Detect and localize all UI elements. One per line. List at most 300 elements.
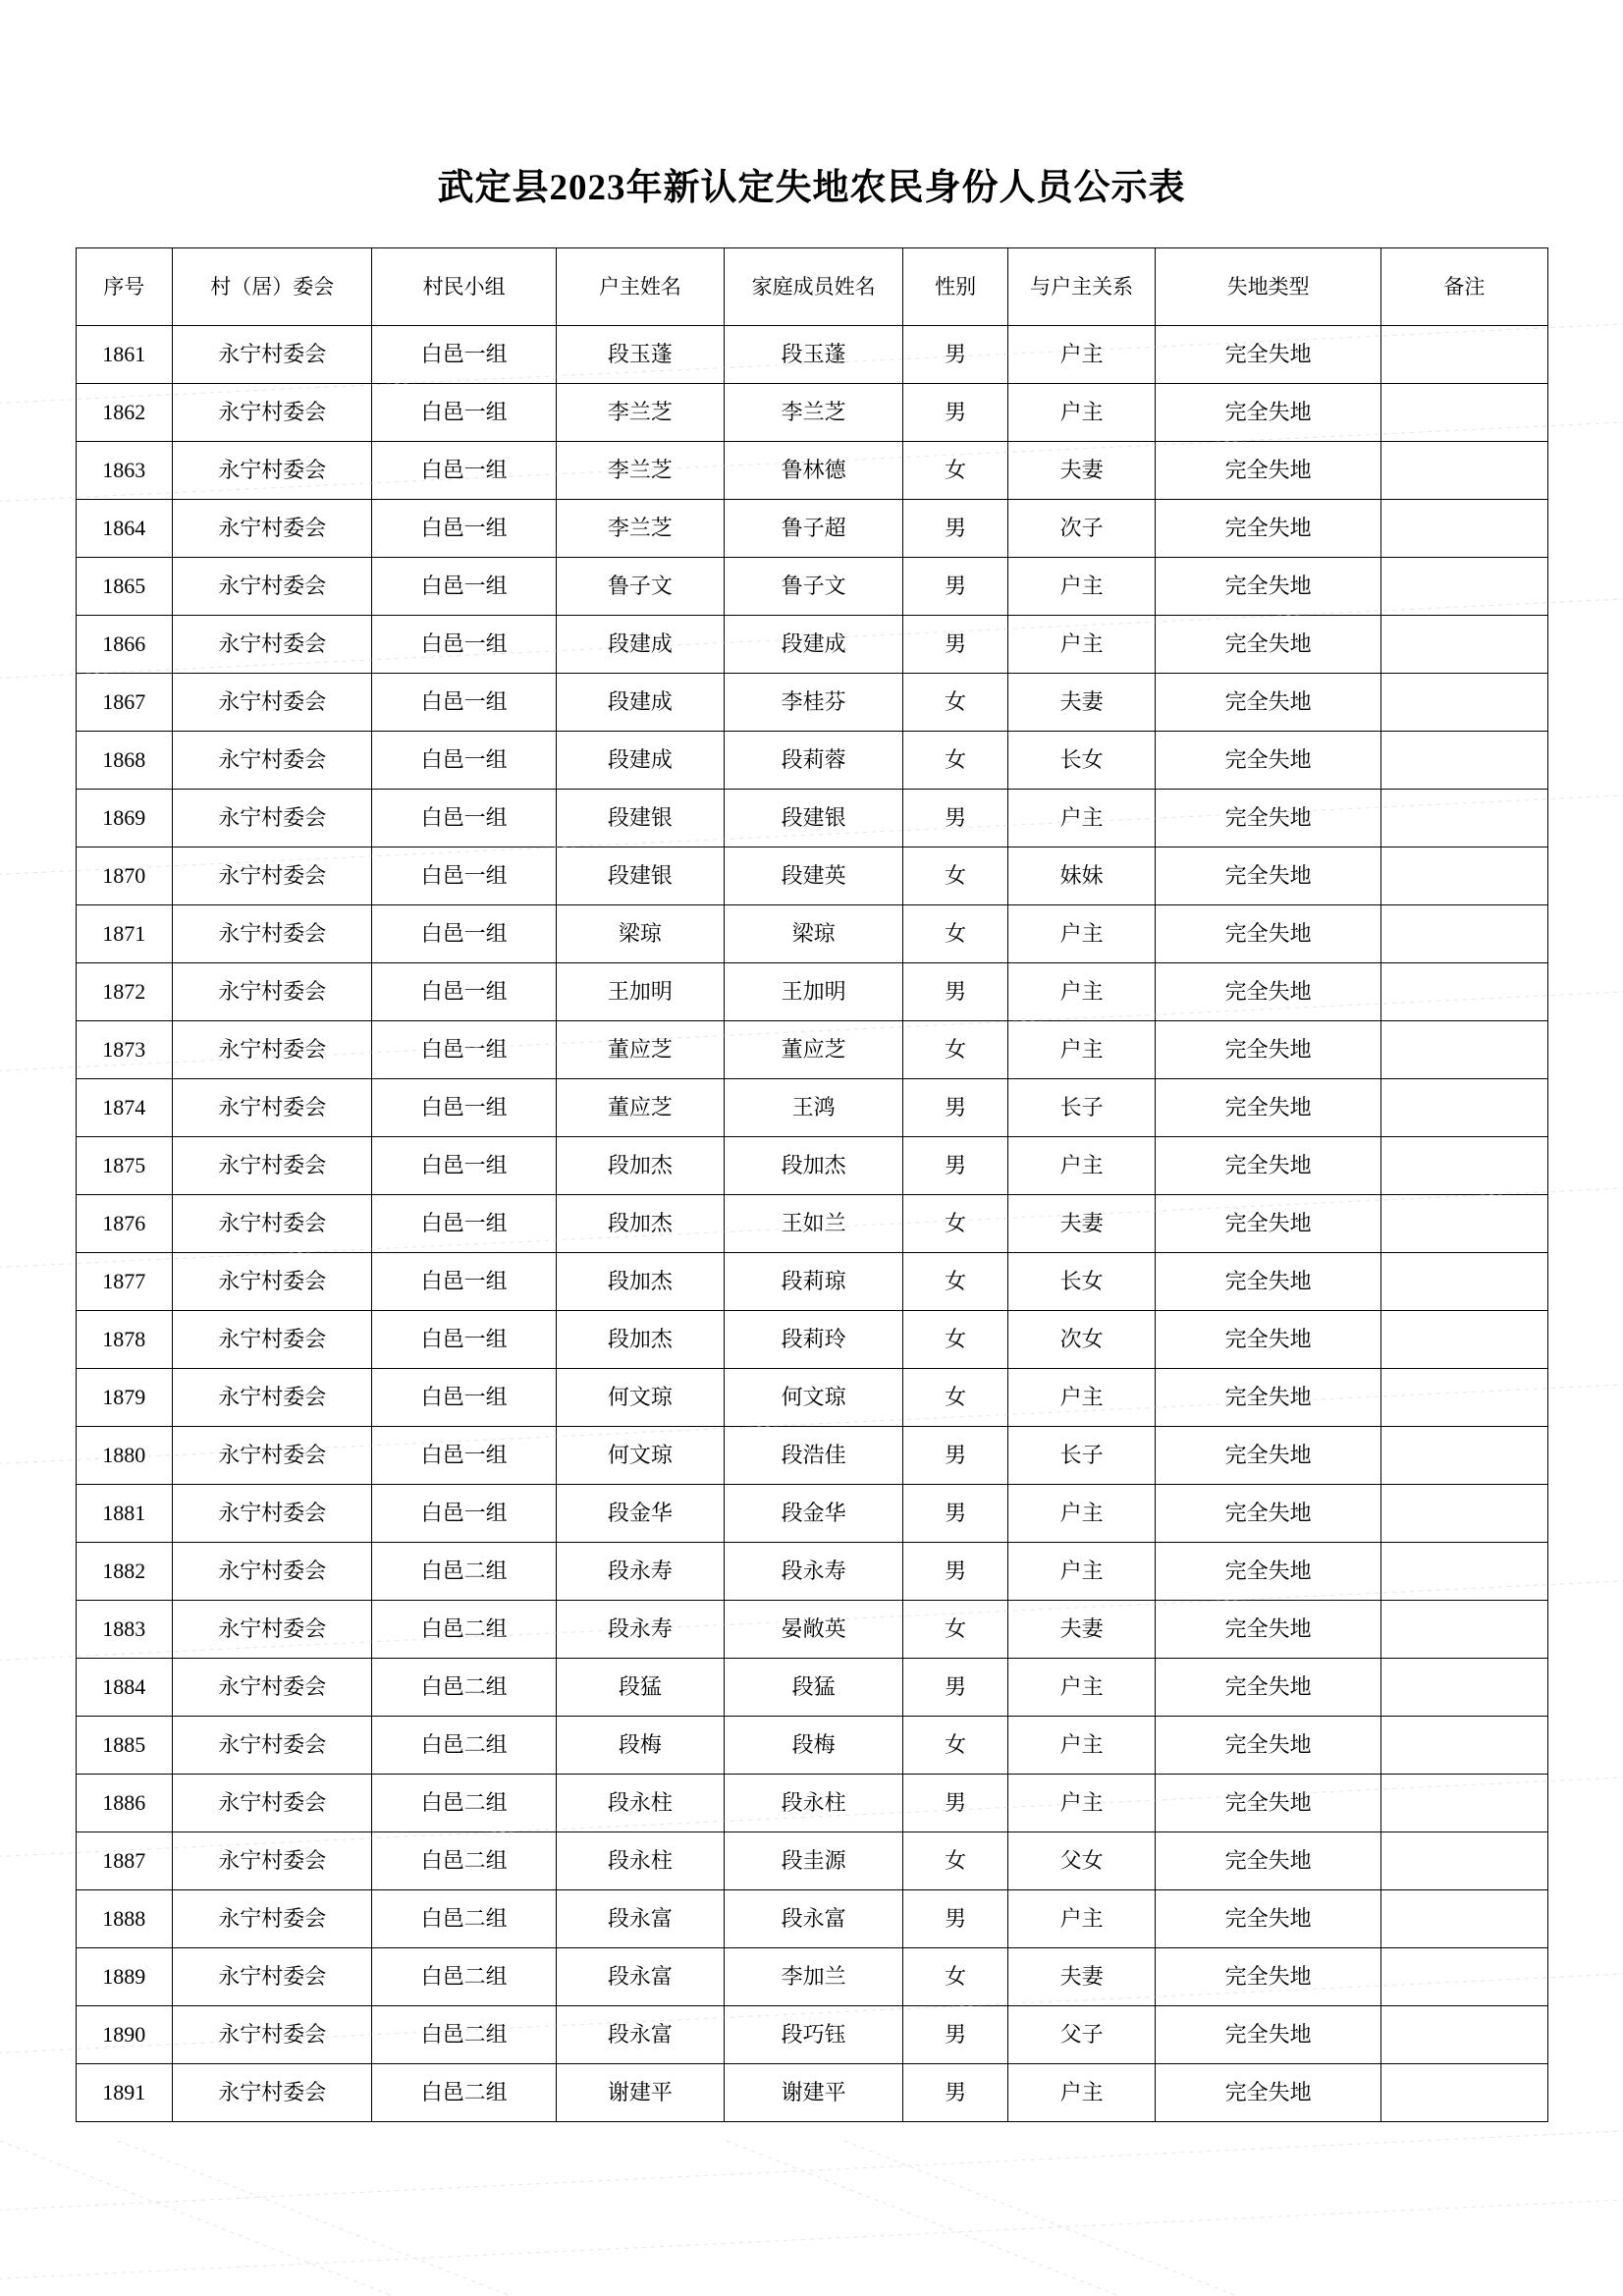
cell-sequence: 1886 <box>76 1775 173 1832</box>
cell-relation-to-householder: 户主 <box>1008 1775 1156 1832</box>
cell-remark <box>1381 1079 1547 1137</box>
cell-land-loss-type: 完全失地 <box>1156 1195 1381 1253</box>
cell-gender: 女 <box>903 732 1008 790</box>
cell-sequence: 1874 <box>76 1079 173 1137</box>
cell-householder-name: 谢建平 <box>556 2064 724 2122</box>
cell-gender: 女 <box>903 1311 1008 1369</box>
cell-family-member-name: 鲁林德 <box>725 442 903 500</box>
cell-land-loss-type: 完全失地 <box>1156 1369 1381 1427</box>
table-row <box>76 1137 1547 1195</box>
cell-householder-name: 段建银 <box>556 790 724 847</box>
table-row <box>76 326 1547 384</box>
cell-family-member-name: 王如兰 <box>725 1195 903 1253</box>
cell-family-member-name: 段圭源 <box>725 1832 903 1890</box>
column-header-householder-name: 户主姓名 <box>556 248 724 326</box>
cell-sequence: 1869 <box>76 790 173 847</box>
cell-householder-name: 李兰芝 <box>556 500 724 558</box>
table-row <box>76 1948 1547 2006</box>
cell-sequence: 1864 <box>76 500 173 558</box>
cell-relation-to-householder: 户主 <box>1008 2064 1156 2122</box>
table-row <box>76 1253 1547 1311</box>
cell-gender: 男 <box>903 384 1008 442</box>
cell-sequence: 1873 <box>76 1021 173 1079</box>
cell-family-member-name: 何文琼 <box>725 1369 903 1427</box>
cell-village-committee: 永宁村委会 <box>173 1253 372 1311</box>
page-title: 武定县2023年新认定失地农民身份人员公示表 <box>437 168 1186 208</box>
cell-relation-to-householder: 夫妻 <box>1008 1601 1156 1659</box>
cell-family-member-name: 段浩佳 <box>725 1427 903 1485</box>
cell-villager-group: 白邑一组 <box>372 1253 556 1311</box>
cell-land-loss-type: 完全失地 <box>1156 326 1381 384</box>
cell-family-member-name: 段猛 <box>725 1659 903 1717</box>
column-header-sequence: 序号 <box>76 248 173 326</box>
cell-village-committee: 永宁村委会 <box>173 847 372 905</box>
table-row <box>76 674 1547 732</box>
cell-remark <box>1381 500 1547 558</box>
cell-remark <box>1381 2006 1547 2064</box>
cell-gender: 男 <box>903 1485 1008 1543</box>
cell-gender: 男 <box>903 1775 1008 1832</box>
cell-gender: 男 <box>903 2006 1008 2064</box>
cell-householder-name: 李兰芝 <box>556 384 724 442</box>
cell-householder-name: 何文琼 <box>556 1427 724 1485</box>
cell-remark <box>1381 1659 1547 1717</box>
cell-family-member-name: 鲁子超 <box>725 500 903 558</box>
cell-relation-to-householder: 长子 <box>1008 1079 1156 1137</box>
cell-land-loss-type: 完全失地 <box>1156 2006 1381 2064</box>
cell-relation-to-householder: 户主 <box>1008 1021 1156 1079</box>
cell-villager-group: 白邑二组 <box>372 1890 556 1948</box>
cell-villager-group: 白邑二组 <box>372 1832 556 1890</box>
table-row <box>76 1717 1547 1775</box>
table-row <box>76 500 1547 558</box>
cell-gender: 男 <box>903 1427 1008 1485</box>
cell-sequence: 1861 <box>76 326 173 384</box>
cell-family-member-name: 李加兰 <box>725 1948 903 2006</box>
table-row <box>76 1311 1547 1369</box>
cell-householder-name: 段永富 <box>556 1890 724 1948</box>
table-row <box>76 616 1547 674</box>
table-row <box>76 905 1547 963</box>
cell-family-member-name: 梁琼 <box>725 905 903 963</box>
cell-villager-group: 白邑二组 <box>372 1601 556 1659</box>
cell-land-loss-type: 完全失地 <box>1156 1021 1381 1079</box>
cell-village-committee: 永宁村委会 <box>173 1659 372 1717</box>
cell-gender: 女 <box>903 1369 1008 1427</box>
cell-relation-to-householder: 户主 <box>1008 384 1156 442</box>
cell-village-committee: 永宁村委会 <box>173 1601 372 1659</box>
cell-remark <box>1381 1195 1547 1253</box>
cell-village-committee: 永宁村委会 <box>173 442 372 500</box>
cell-relation-to-householder: 夫妻 <box>1008 1195 1156 1253</box>
cell-gender: 女 <box>903 1832 1008 1890</box>
cell-remark <box>1381 558 1547 616</box>
cell-villager-group: 白邑一组 <box>372 963 556 1021</box>
cell-remark <box>1381 1427 1547 1485</box>
cell-village-committee: 永宁村委会 <box>173 384 372 442</box>
cell-family-member-name: 段永富 <box>725 1890 903 1948</box>
cell-remark <box>1381 1021 1547 1079</box>
cell-sequence: 1862 <box>76 384 173 442</box>
cell-villager-group: 白邑一组 <box>372 616 556 674</box>
cell-gender: 男 <box>903 1137 1008 1195</box>
cell-remark <box>1381 1775 1547 1832</box>
cell-land-loss-type: 完全失地 <box>1156 1427 1381 1485</box>
cell-family-member-name: 王鸿 <box>725 1079 903 1137</box>
cell-sequence: 1890 <box>76 2006 173 2064</box>
cell-villager-group: 白邑一组 <box>372 558 556 616</box>
cell-sequence: 1876 <box>76 1195 173 1253</box>
table-header-row <box>76 248 1547 326</box>
cell-remark <box>1381 732 1547 790</box>
cell-relation-to-householder: 次子 <box>1008 500 1156 558</box>
cell-village-committee: 永宁村委会 <box>173 963 372 1021</box>
cell-remark <box>1381 442 1547 500</box>
cell-remark <box>1381 384 1547 442</box>
cell-family-member-name: 段金华 <box>725 1485 903 1543</box>
cell-villager-group: 白邑一组 <box>372 847 556 905</box>
cell-gender: 女 <box>903 1021 1008 1079</box>
cell-householder-name: 段建银 <box>556 847 724 905</box>
cell-villager-group: 白邑二组 <box>372 1717 556 1775</box>
table-row <box>76 1890 1547 1948</box>
cell-land-loss-type: 完全失地 <box>1156 2064 1381 2122</box>
cell-householder-name: 段金华 <box>556 1485 724 1543</box>
column-header-land-loss-type: 失地类型 <box>1156 248 1381 326</box>
cell-relation-to-householder: 父女 <box>1008 1832 1156 1890</box>
cell-sequence: 1881 <box>76 1485 173 1543</box>
cell-family-member-name: 段加杰 <box>725 1137 903 1195</box>
cell-village-committee: 永宁村委会 <box>173 1311 372 1369</box>
cell-sequence: 1878 <box>76 1311 173 1369</box>
cell-relation-to-householder: 户主 <box>1008 1369 1156 1427</box>
cell-sequence: 1882 <box>76 1543 173 1601</box>
cell-householder-name: 何文琼 <box>556 1369 724 1427</box>
cell-gender: 女 <box>903 1601 1008 1659</box>
cell-village-committee: 永宁村委会 <box>173 1485 372 1543</box>
cell-sequence: 1889 <box>76 1948 173 2006</box>
cell-land-loss-type: 完全失地 <box>1156 1137 1381 1195</box>
cell-sequence: 1885 <box>76 1717 173 1775</box>
cell-land-loss-type: 完全失地 <box>1156 442 1381 500</box>
cell-relation-to-householder: 夫妻 <box>1008 1948 1156 2006</box>
cell-remark <box>1381 1717 1547 1775</box>
cell-sequence: 1867 <box>76 674 173 732</box>
cell-family-member-name: 谢建平 <box>725 2064 903 2122</box>
cell-land-loss-type: 完全失地 <box>1156 1659 1381 1717</box>
cell-householder-name: 鲁子文 <box>556 558 724 616</box>
cell-villager-group: 白邑一组 <box>372 790 556 847</box>
table-row <box>76 1369 1547 1427</box>
cell-sequence: 1863 <box>76 442 173 500</box>
cell-gender: 男 <box>903 2064 1008 2122</box>
cell-land-loss-type: 完全失地 <box>1156 1717 1381 1775</box>
cell-family-member-name: 鲁子文 <box>725 558 903 616</box>
cell-village-committee: 永宁村委会 <box>173 2064 372 2122</box>
cell-relation-to-householder: 户主 <box>1008 616 1156 674</box>
cell-villager-group: 白邑一组 <box>372 500 556 558</box>
cell-remark <box>1381 1253 1547 1311</box>
table-row <box>76 1659 1547 1717</box>
cell-gender: 女 <box>903 847 1008 905</box>
cell-family-member-name: 段建银 <box>725 790 903 847</box>
cell-land-loss-type: 完全失地 <box>1156 1601 1381 1659</box>
cell-village-committee: 永宁村委会 <box>173 326 372 384</box>
cell-householder-name: 段永富 <box>556 1948 724 2006</box>
cell-remark <box>1381 847 1547 905</box>
cell-village-committee: 永宁村委会 <box>173 1427 372 1485</box>
cell-land-loss-type: 完全失地 <box>1156 1485 1381 1543</box>
cell-land-loss-type: 完全失地 <box>1156 1253 1381 1311</box>
cell-family-member-name: 段建英 <box>725 847 903 905</box>
table-row <box>76 963 1547 1021</box>
cell-villager-group: 白邑一组 <box>372 1137 556 1195</box>
cell-family-member-name: 段永柱 <box>725 1775 903 1832</box>
cell-villager-group: 白邑一组 <box>372 384 556 442</box>
cell-sequence: 1888 <box>76 1890 173 1948</box>
cell-family-member-name: 段梅 <box>725 1717 903 1775</box>
cell-sequence: 1877 <box>76 1253 173 1311</box>
cell-remark <box>1381 1948 1547 2006</box>
cell-family-member-name: 段建成 <box>725 616 903 674</box>
cell-land-loss-type: 完全失地 <box>1156 905 1381 963</box>
cell-village-committee: 永宁村委会 <box>173 1717 372 1775</box>
cell-village-committee: 永宁村委会 <box>173 732 372 790</box>
cell-remark <box>1381 1890 1547 1948</box>
column-header-gender: 性别 <box>903 248 1008 326</box>
table-row <box>76 1601 1547 1659</box>
cell-relation-to-householder: 户主 <box>1008 905 1156 963</box>
cell-householder-name: 段加杰 <box>556 1253 724 1311</box>
cell-remark <box>1381 963 1547 1021</box>
cell-relation-to-householder: 户主 <box>1008 326 1156 384</box>
cell-remark <box>1381 1485 1547 1543</box>
cell-relation-to-householder: 父子 <box>1008 2006 1156 2064</box>
cell-householder-name: 王加明 <box>556 963 724 1021</box>
table-header <box>76 248 1547 326</box>
cell-remark <box>1381 790 1547 847</box>
table-row <box>76 1195 1547 1253</box>
cell-relation-to-householder: 户主 <box>1008 558 1156 616</box>
cell-villager-group: 白邑二组 <box>372 1948 556 2006</box>
cell-sequence: 1872 <box>76 963 173 1021</box>
public-notice-table-wrapper <box>76 247 1548 2122</box>
cell-village-committee: 永宁村委会 <box>173 2006 372 2064</box>
column-header-village-committee: 村（居）委会 <box>173 248 372 326</box>
cell-village-committee: 永宁村委会 <box>173 558 372 616</box>
table-body <box>76 326 1547 2122</box>
cell-villager-group: 白邑一组 <box>372 1427 556 1485</box>
cell-family-member-name: 段玉蓬 <box>725 326 903 384</box>
cell-land-loss-type: 完全失地 <box>1156 1079 1381 1137</box>
cell-land-loss-type: 完全失地 <box>1156 1311 1381 1369</box>
cell-land-loss-type: 完全失地 <box>1156 1948 1381 2006</box>
cell-sequence: 1891 <box>76 2064 173 2122</box>
cell-householder-name: 李兰芝 <box>556 442 724 500</box>
cell-sequence: 1880 <box>76 1427 173 1485</box>
cell-villager-group: 白邑一组 <box>372 1485 556 1543</box>
cell-gender: 女 <box>903 1717 1008 1775</box>
cell-villager-group: 白邑二组 <box>372 2064 556 2122</box>
cell-gender: 女 <box>903 1195 1008 1253</box>
cell-householder-name: 段永柱 <box>556 1775 724 1832</box>
cell-family-member-name: 晏敞英 <box>725 1601 903 1659</box>
column-header-relation-to-householder: 与户主关系 <box>1008 248 1156 326</box>
cell-land-loss-type: 完全失地 <box>1156 1543 1381 1601</box>
cell-relation-to-householder: 长女 <box>1008 1253 1156 1311</box>
cell-remark <box>1381 1543 1547 1601</box>
cell-gender: 男 <box>903 963 1008 1021</box>
table-row <box>76 2064 1547 2122</box>
cell-village-committee: 永宁村委会 <box>173 1021 372 1079</box>
cell-sequence: 1866 <box>76 616 173 674</box>
cell-villager-group: 白邑一组 <box>372 442 556 500</box>
cell-village-committee: 永宁村委会 <box>173 1775 372 1832</box>
cell-relation-to-householder: 户主 <box>1008 1543 1156 1601</box>
cell-land-loss-type: 完全失地 <box>1156 790 1381 847</box>
cell-householder-name: 董应芝 <box>556 1021 724 1079</box>
cell-relation-to-householder: 长女 <box>1008 732 1156 790</box>
cell-sequence: 1883 <box>76 1601 173 1659</box>
cell-land-loss-type: 完全失地 <box>1156 1775 1381 1832</box>
cell-villager-group: 白邑一组 <box>372 674 556 732</box>
cell-relation-to-householder: 长子 <box>1008 1427 1156 1485</box>
cell-householder-name: 段加杰 <box>556 1311 724 1369</box>
cell-relation-to-householder: 户主 <box>1008 1890 1156 1948</box>
cell-villager-group: 白邑一组 <box>372 1195 556 1253</box>
cell-relation-to-householder: 次女 <box>1008 1311 1156 1369</box>
cell-householder-name: 段建成 <box>556 732 724 790</box>
cell-family-member-name: 王加明 <box>725 963 903 1021</box>
table-row <box>76 2006 1547 2064</box>
cell-remark <box>1381 1137 1547 1195</box>
cell-remark <box>1381 905 1547 963</box>
cell-village-committee: 永宁村委会 <box>173 674 372 732</box>
cell-gender: 男 <box>903 1543 1008 1601</box>
cell-land-loss-type: 完全失地 <box>1156 500 1381 558</box>
cell-land-loss-type: 完全失地 <box>1156 1832 1381 1890</box>
cell-relation-to-householder: 户主 <box>1008 963 1156 1021</box>
cell-gender: 女 <box>903 1253 1008 1311</box>
column-header-family-member-name: 家庭成员姓名 <box>725 248 903 326</box>
cell-householder-name: 段永富 <box>556 2006 724 2064</box>
cell-householder-name: 段加杰 <box>556 1137 724 1195</box>
table-row <box>76 384 1547 442</box>
cell-householder-name: 董应芝 <box>556 1079 724 1137</box>
cell-villager-group: 白邑二组 <box>372 1659 556 1717</box>
cell-land-loss-type: 完全失地 <box>1156 732 1381 790</box>
cell-land-loss-type: 完全失地 <box>1156 384 1381 442</box>
cell-gender: 女 <box>903 442 1008 500</box>
cell-remark <box>1381 2064 1547 2122</box>
cell-remark <box>1381 674 1547 732</box>
cell-gender: 男 <box>903 1659 1008 1717</box>
cell-sequence: 1887 <box>76 1832 173 1890</box>
cell-remark <box>1381 1311 1547 1369</box>
cell-gender: 男 <box>903 616 1008 674</box>
cell-relation-to-householder: 妹妹 <box>1008 847 1156 905</box>
cell-relation-to-householder: 户主 <box>1008 790 1156 847</box>
cell-householder-name: 段永寿 <box>556 1543 724 1601</box>
cell-villager-group: 白邑一组 <box>372 905 556 963</box>
cell-householder-name: 段建成 <box>556 674 724 732</box>
cell-land-loss-type: 完全失地 <box>1156 847 1381 905</box>
cell-village-committee: 永宁村委会 <box>173 1832 372 1890</box>
cell-family-member-name: 段永寿 <box>725 1543 903 1601</box>
cell-gender: 男 <box>903 790 1008 847</box>
cell-sequence: 1865 <box>76 558 173 616</box>
cell-householder-name: 段永寿 <box>556 1601 724 1659</box>
public-notice-table <box>76 247 1548 2122</box>
table-row <box>76 1021 1547 1079</box>
cell-villager-group: 白邑二组 <box>372 1775 556 1832</box>
cell-remark <box>1381 1832 1547 1890</box>
cell-remark <box>1381 1601 1547 1659</box>
cell-village-committee: 永宁村委会 <box>173 1948 372 2006</box>
cell-gender: 男 <box>903 1890 1008 1948</box>
cell-relation-to-householder: 户主 <box>1008 1717 1156 1775</box>
cell-householder-name: 段加杰 <box>556 1195 724 1253</box>
cell-village-committee: 永宁村委会 <box>173 790 372 847</box>
cell-land-loss-type: 完全失地 <box>1156 616 1381 674</box>
table-row <box>76 790 1547 847</box>
column-header-villager-group: 村民小组 <box>372 248 556 326</box>
cell-land-loss-type: 完全失地 <box>1156 1890 1381 1948</box>
cell-village-committee: 永宁村委会 <box>173 1369 372 1427</box>
table-row <box>76 1832 1547 1890</box>
cell-family-member-name: 段莉蓉 <box>725 732 903 790</box>
cell-villager-group: 白邑一组 <box>372 1021 556 1079</box>
cell-gender: 男 <box>903 1079 1008 1137</box>
cell-family-member-name: 段莉琼 <box>725 1253 903 1311</box>
cell-villager-group: 白邑一组 <box>372 1311 556 1369</box>
cell-villager-group: 白邑一组 <box>372 732 556 790</box>
table-row <box>76 847 1547 905</box>
cell-village-committee: 永宁村委会 <box>173 1890 372 1948</box>
cell-family-member-name: 段莉玲 <box>725 1311 903 1369</box>
cell-gender: 女 <box>903 674 1008 732</box>
cell-land-loss-type: 完全失地 <box>1156 963 1381 1021</box>
table-row <box>76 1543 1547 1601</box>
cell-sequence: 1884 <box>76 1659 173 1717</box>
cell-householder-name: 段玉蓬 <box>556 326 724 384</box>
cell-remark <box>1381 326 1547 384</box>
table-row <box>76 558 1547 616</box>
cell-land-loss-type: 完全失地 <box>1156 558 1381 616</box>
cell-gender: 女 <box>903 905 1008 963</box>
table-row <box>76 732 1547 790</box>
cell-villager-group: 白邑二组 <box>372 1543 556 1601</box>
column-header-remark: 备注 <box>1381 248 1547 326</box>
cell-sequence: 1870 <box>76 847 173 905</box>
cell-villager-group: 白邑一组 <box>372 1369 556 1427</box>
cell-gender: 女 <box>903 1948 1008 2006</box>
table-row <box>76 1485 1547 1543</box>
cell-relation-to-householder: 户主 <box>1008 1659 1156 1717</box>
cell-remark <box>1381 616 1547 674</box>
cell-sequence: 1868 <box>76 732 173 790</box>
cell-village-committee: 永宁村委会 <box>173 1137 372 1195</box>
cell-householder-name: 段猛 <box>556 1659 724 1717</box>
cell-village-committee: 永宁村委会 <box>173 1079 372 1137</box>
cell-sequence: 1871 <box>76 905 173 963</box>
cell-gender: 男 <box>903 558 1008 616</box>
cell-village-committee: 永宁村委会 <box>173 616 372 674</box>
cell-sequence: 1879 <box>76 1369 173 1427</box>
cell-householder-name: 段梅 <box>556 1717 724 1775</box>
cell-gender: 男 <box>903 500 1008 558</box>
cell-sequence: 1875 <box>76 1137 173 1195</box>
